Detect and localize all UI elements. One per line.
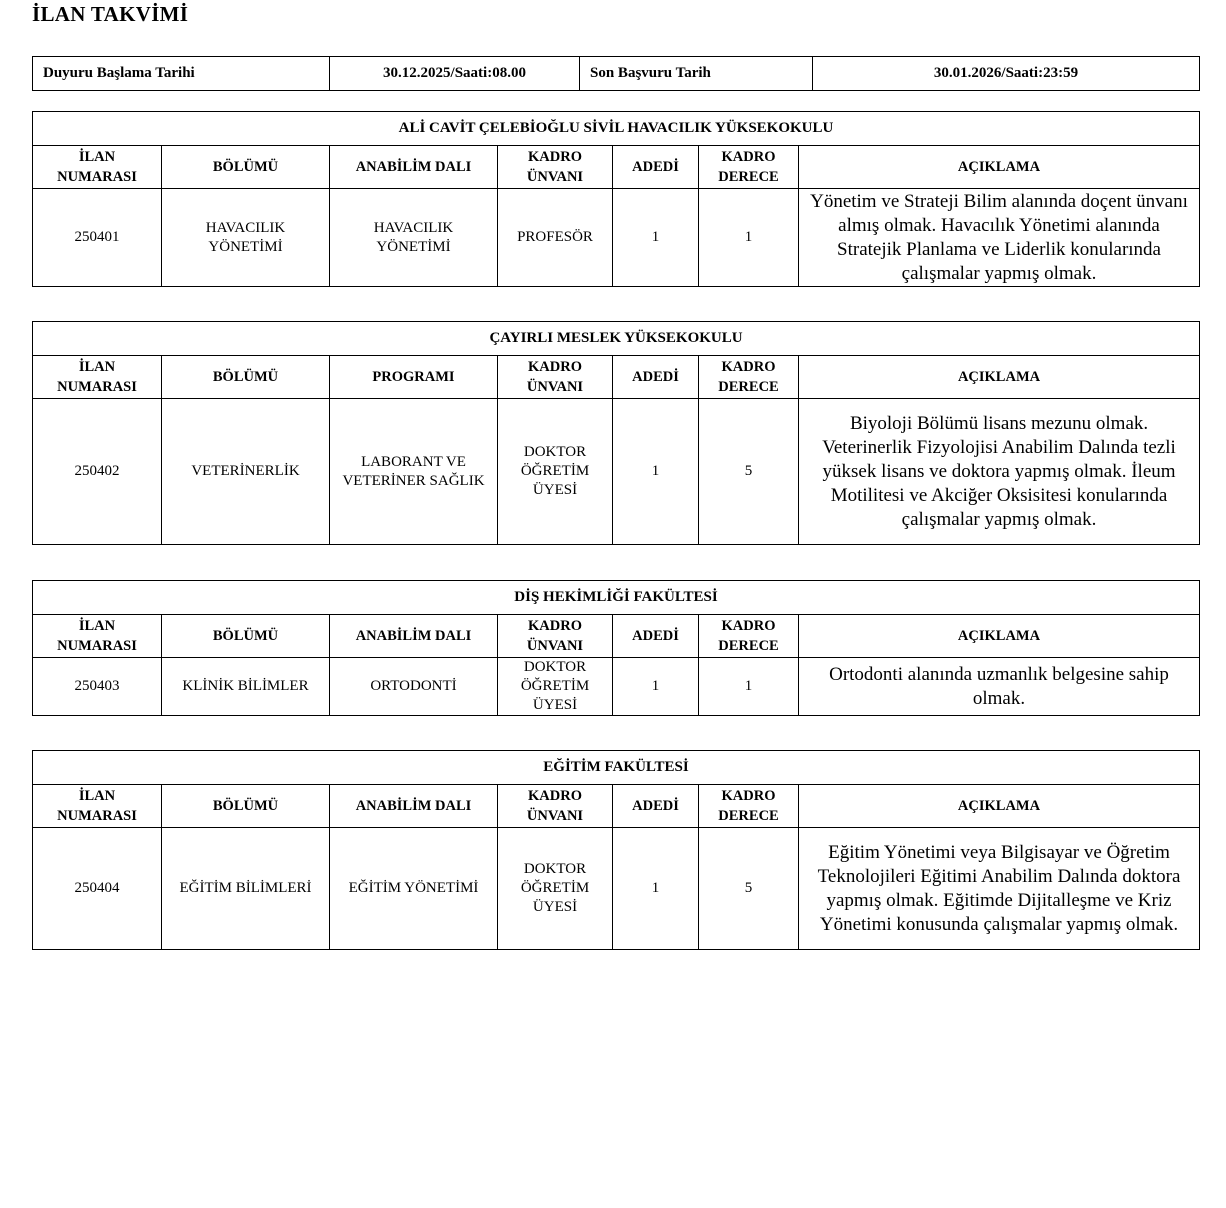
adet: 1: [613, 658, 699, 716]
unit-table-cayirli-myo: [32, 321, 1200, 545]
header-aciklama: AÇIKLAMA: [799, 615, 1200, 658]
bolum: KLİNİK BİLİMLER: [162, 658, 330, 716]
kadro-unvani: PROFESÖR: [498, 189, 613, 287]
schedule-row: [33, 57, 1200, 91]
header-adedi: ADEDİ: [613, 146, 699, 189]
deadline-value: 30.01.2026/Saati:23:59: [813, 57, 1200, 91]
unit-title: ALİ CAVİT ÇELEBİOĞLU SİVİL HAVACILIK YÜKSEKOKULU: [33, 112, 1200, 146]
ilan-no: 250404: [33, 828, 162, 950]
kadro-unvani: DOKTOR ÖĞRETİM ÜYESİ: [498, 658, 613, 716]
ilan-no: 250402: [33, 399, 162, 545]
aciklama: Ortodonti alanında uzmanlık belgesine sahip olmak.: [799, 658, 1200, 716]
kadro-derece: 1: [699, 658, 799, 716]
bolum: VETERİNERLİK: [162, 399, 330, 545]
programi: LABORANT VE VETERİNER SAĞLIK: [330, 399, 498, 545]
kadro-derece: 5: [699, 828, 799, 950]
header-anabilim: ANABİLİM DALI: [330, 785, 498, 828]
header-kadro-derece: KADRO DERECE: [699, 356, 799, 399]
unit-title: ÇAYIRLI MESLEK YÜKSEKOKULU: [33, 322, 1200, 356]
kadro-unvani: DOKTOR ÖĞRETİM ÜYESİ: [498, 399, 613, 545]
header-ilan-no: İLAN NUMARASI: [33, 615, 162, 658]
table-row: [33, 189, 1200, 287]
page-title: İLAN TAKVİMİ: [32, 2, 189, 26]
bolum: EĞİTİM BİLİMLERİ: [162, 828, 330, 950]
header-bolum: BÖLÜMÜ: [162, 146, 330, 189]
bolum: HAVACILIK YÖNETİMİ: [162, 189, 330, 287]
header-anabilim: ANABİLİM DALI: [330, 146, 498, 189]
header-kadro-unvani: KADRO ÜNVANI: [498, 146, 613, 189]
schedule-table: [32, 56, 1200, 91]
column-header-row: [33, 356, 1200, 399]
header-programi: PROGRAMI: [330, 356, 498, 399]
header-aciklama: AÇIKLAMA: [799, 356, 1200, 399]
aciklama: Biyoloji Bölümü lisans mezunu olmak. Veterinerlik Fizyolojisi Anabilim Dalında tezli yüksek lisans ve doktora yapmış olmak. İleum Motilitesi ve Akciğer Oksisitesi konularında çalışmalar yapmış olmak.: [799, 399, 1200, 545]
unit-title: DİŞ HEKİMLİĞİ FAKÜLTESİ: [33, 581, 1200, 615]
start-date-label: Duyuru Başlama Tarihi: [33, 57, 330, 91]
header-adedi: ADEDİ: [613, 615, 699, 658]
header-kadro-unvani: KADRO ÜNVANI: [498, 615, 613, 658]
column-header-row: [33, 615, 1200, 658]
ilan-no: 250401: [33, 189, 162, 287]
header-bolum: BÖLÜMÜ: [162, 785, 330, 828]
anabilim-dali: HAVACILIK YÖNETİMİ: [330, 189, 498, 287]
header-ilan-no: İLAN NUMARASI: [33, 146, 162, 189]
table-row: [33, 658, 1200, 716]
header-adedi: ADEDİ: [613, 356, 699, 399]
header-kadro-unvani: KADRO ÜNVANI: [498, 356, 613, 399]
column-header-row: [33, 146, 1200, 189]
anabilim-dali: EĞİTİM YÖNETİMİ: [330, 828, 498, 950]
aciklama: Eğitim Yönetimi veya Bilgisayar ve Öğretim Teknolojileri Eğitimi Anabilim Dalında doktora yapmış olmak. Eğitimde Dijitalleşme ve Kriz Yönetimi konusunda çalışmalar yapmış olmak.: [799, 828, 1200, 950]
header-bolum: BÖLÜMÜ: [162, 615, 330, 658]
anabilim-dali: ORTODONTİ: [330, 658, 498, 716]
header-kadro-derece: KADRO DERECE: [699, 785, 799, 828]
header-anabilim: ANABİLİM DALI: [330, 615, 498, 658]
column-header-row: [33, 785, 1200, 828]
unit-table-egitim: [32, 750, 1200, 950]
deadline-label: Son Başvuru Tarih: [580, 57, 813, 91]
aciklama: Yönetim ve Strateji Bilim alanında doçent ünvanı almış olmak. Havacılık Yönetimi alanında Stratejik Planlama ve Liderlik konularında çalışmalar yapmış olmak.: [799, 189, 1200, 287]
ilan-no: 250403: [33, 658, 162, 716]
header-kadro-derece: KADRO DERECE: [699, 615, 799, 658]
header-kadro-unvani: KADRO ÜNVANI: [498, 785, 613, 828]
header-kadro-derece: KADRO DERECE: [699, 146, 799, 189]
unit-table-sivil-havacilik: [32, 111, 1200, 287]
kadro-unvani: DOKTOR ÖĞRETİM ÜYESİ: [498, 828, 613, 950]
header-ilan-no: İLAN NUMARASI: [33, 356, 162, 399]
adet: 1: [613, 189, 699, 287]
start-date-value: 30.12.2025/Saati:08.00: [330, 57, 580, 91]
header-bolum: BÖLÜMÜ: [162, 356, 330, 399]
header-aciklama: AÇIKLAMA: [799, 785, 1200, 828]
unit-title: EĞİTİM FAKÜLTESİ: [33, 751, 1200, 785]
unit-table-dis-hekimligi: [32, 580, 1200, 716]
header-ilan-no: İLAN NUMARASI: [33, 785, 162, 828]
header-adedi: ADEDİ: [613, 785, 699, 828]
kadro-derece: 1: [699, 189, 799, 287]
adet: 1: [613, 828, 699, 950]
adet: 1: [613, 399, 699, 545]
header-aciklama: AÇIKLAMA: [799, 146, 1200, 189]
kadro-derece: 5: [699, 399, 799, 545]
table-row: [33, 828, 1200, 950]
table-row: [33, 399, 1200, 545]
